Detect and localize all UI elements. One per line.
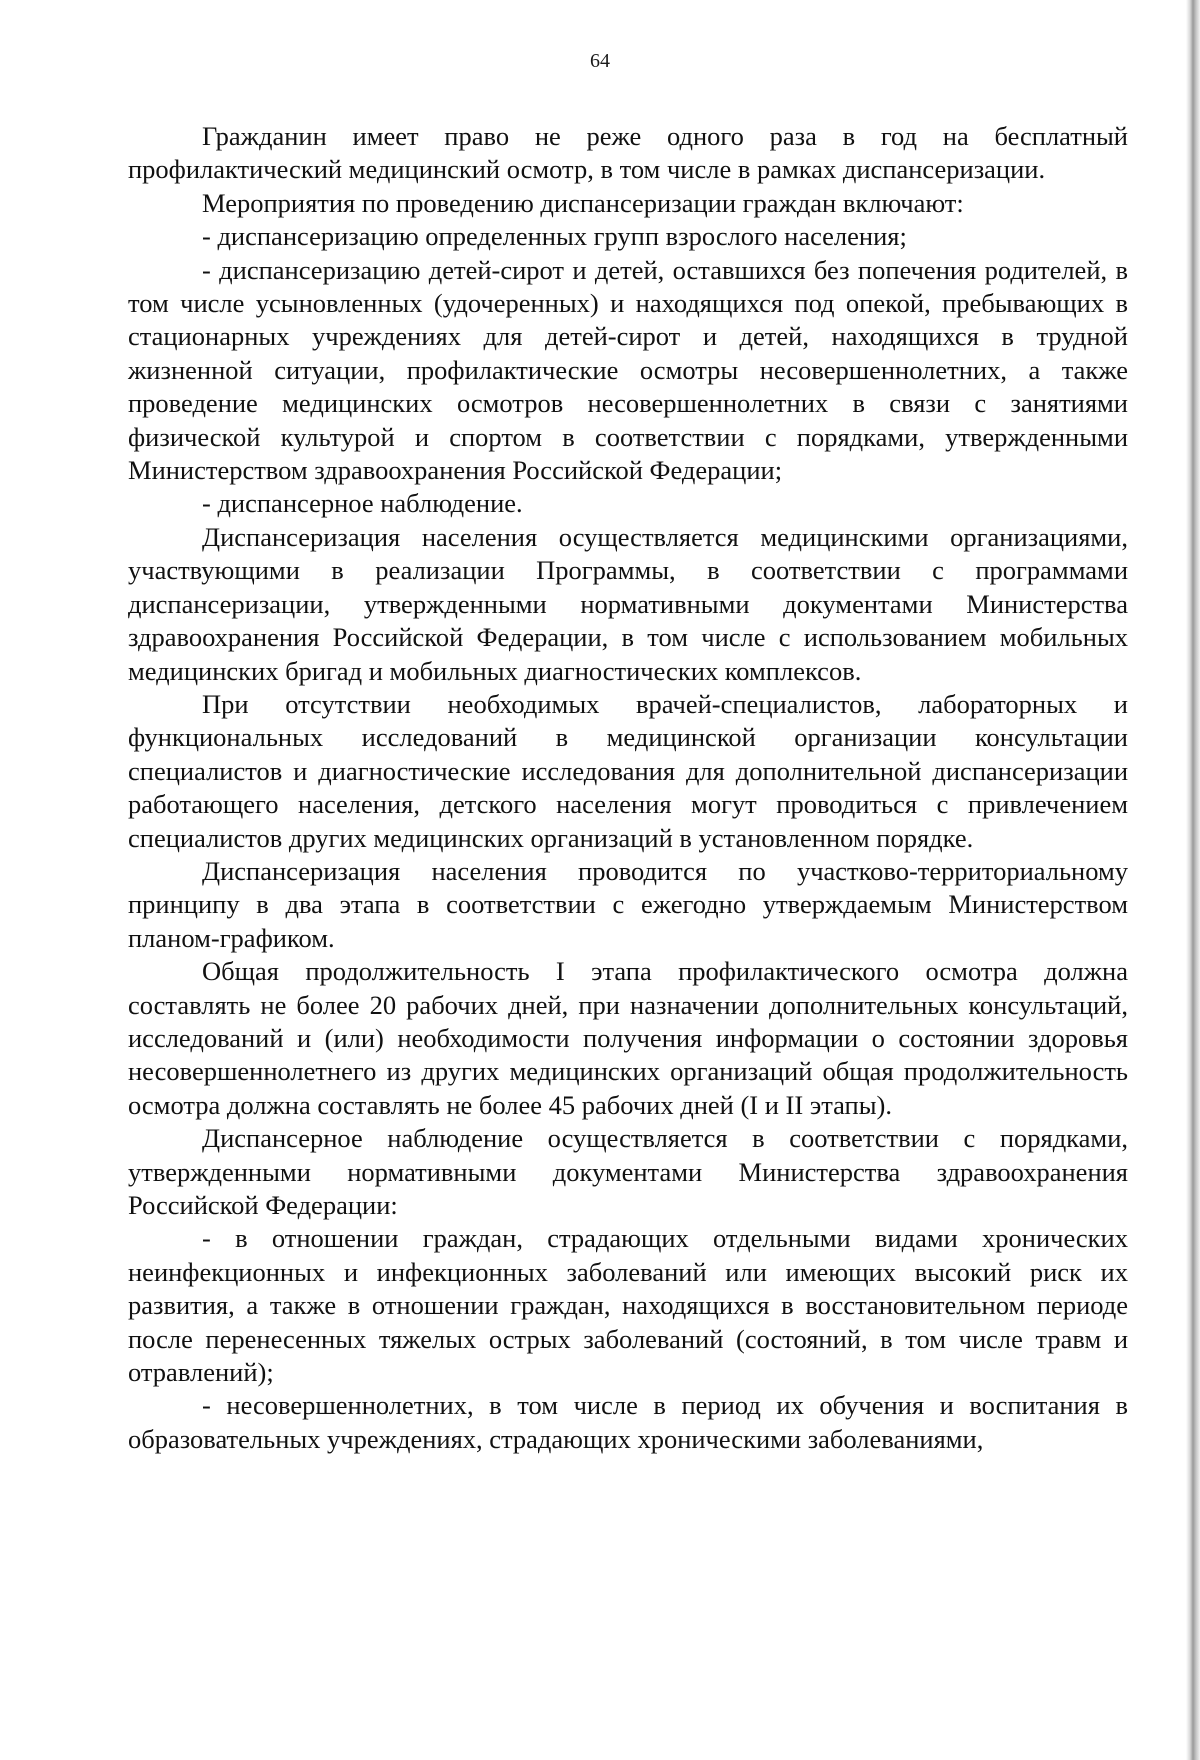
list-item: - несовершеннолетних, в том числе в период их обучения и воспитания в образовательных учреждениях, страдающих хроническими заболеваниями, [128,1390,1128,1454]
document-body [128,120,1128,1456]
paragraph: Мероприятия по проведению диспансеризации граждан включают: [202,187,964,218]
paragraph: Диспансеризация населения осуществляется медицинскими организациями, участвующими в реализации Программы, в соответствии с программами диспансеризации, утвержденными нормативными документами Министерства здравоохранения Российской Федерации, в том числе с использованием мобильных медицинских бригад и мобильных диагностических комплексов. [128,521,1128,686]
paragraph: Общая продолжительность I этапа профилактического осмотра должна составлять не более 20 рабочих дней, при назначении дополнительных консультаций, исследований и (или) необходимости получения информации о состоянии здоровья несовершеннолетнего из других медицинских организаций общая продолжительность осмотра должна составлять не более 45 рабочих дней (I и II этапы). [128,956,1128,1120]
list-item: - диспансеризацию детей-сирот и детей, оставшихся без попечения родителей, в том числе усыновленных (удочеренных) и находящихся под опекой, пребывающих в стационарных учреждениях для детей-сирот и детей, находящихся в трудной жизненной ситуации, профилактические осмотры несовершеннолетних, а также проведение медицинских осмотров несовершеннолетних в связи с занятиями физической культурой и спортом в соответствии с порядками, утвержденными Министерством здравоохранения Российской Федерации; [128,254,1128,486]
page-number: 64 [590,50,610,72]
paragraph: Диспансерное наблюдение осуществляется в соответствии с порядками, утвержденными нормативными документами Министерства здравоохранения Российской Федерации: [128,1123,1128,1220]
paragraph: При отсутствии необходимых врачей-специалистов, лабораторных и функциональных исследований в медицинской организации консультации специалистов и диагностические исследования для дополнительной диспансеризации работающего населения, детского населения могут проводиться с привлечением специалистов других медицинских организаций в установленном порядке. [128,688,1128,853]
paragraph: Диспансеризация населения проводится по участково-территориальному принципу в два этапа в соответствии с ежегодно утверждаемым Министерством планом-графиком. [128,855,1128,953]
paragraph: Гражданин имеет право не реже одного раза в год на бесплатный профилактический медицинский осмотр, в том числе в рамках диспансеризации. [128,121,1128,185]
scan-edge-shadow [1186,0,1200,1760]
list-item: - диспансерное наблюдение. [202,488,523,519]
list-item: - в отношении граждан, страдающих отдельными видами хронических неинфекционных и инфекционных заболеваний или имеющих высокий риск их развития, а также в отношении граждан, находящихся в восстановительном периоде после перенесенных тяжелых острых заболеваний (состояний, в том числе травм и отравлений); [128,1223,1128,1388]
list-item: - диспансеризацию определенных групп взрослого населения; [202,221,907,252]
